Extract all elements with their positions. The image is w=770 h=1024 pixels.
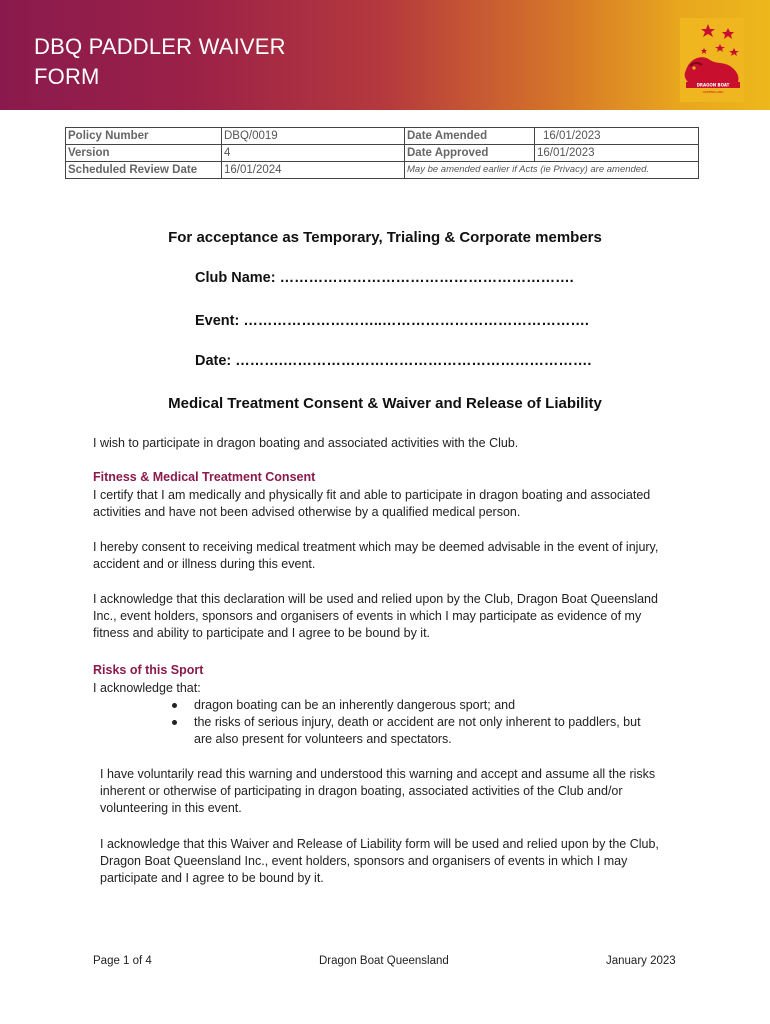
intro-text: I wish to participate in dragon boating and associated activities with the Club.	[93, 436, 519, 450]
list-item	[172, 697, 642, 714]
fitness-text: I certify that I am medically and physically fit and able to participate in dragon boating and associated activities and have not been advised otherwise by a qualified medical person.	[93, 488, 651, 519]
risk-item-text: dragon boating can be an inherently dangerous sport; and	[194, 698, 516, 712]
review-date-value: 16/01/2024	[222, 162, 405, 179]
voluntary-text: I have voluntarily read this warning and understood this warning and accept and assume all the risks inherent or otherwise of participating in dragon boating, associated activities of the Club and/or volunteering in this event.	[100, 767, 656, 815]
risk-item-text: the risks of serious injury, death or accident are not only inherent to paddlers, but are also present for volunteers and spectators.	[194, 715, 641, 746]
logo-text: DRAGON BOAT	[696, 82, 730, 88]
policy-number-value: DBQ/0019	[222, 128, 405, 145]
table-row	[66, 145, 699, 162]
date-approved-value: 16/01/2023	[535, 145, 699, 162]
waiver-text: I acknowledge that this Waiver and Release of Liability form will be used and relied upon by the Club, Dragon Boat Queensland Inc., event holders, sponsors and organisers of events in which I may participate and I agree to be bound by it.	[100, 837, 659, 885]
version-value: 4	[222, 145, 405, 162]
bullet-icon	[172, 720, 177, 725]
logo-subtext: QUEENSLAND	[702, 90, 724, 94]
date-field: Date: ……….……………………………………………………….	[195, 353, 592, 369]
acceptance-heading: For acceptance as Temporary, Trialing & Corporate members	[168, 229, 602, 246]
declaration-text: I acknowledge that this declaration will be used and relied upon by the Club, Dragon Boat Queensland Inc., event holders, sponsors and organisers of events in which I may participate as evidence of my fitness and ability to participate and I agree to be bound by it.	[93, 592, 658, 640]
bullet-icon	[172, 703, 177, 708]
risks-heading: Risks of this Sport	[93, 663, 204, 677]
list-item	[172, 714, 642, 748]
table-row	[66, 128, 699, 145]
table-row	[66, 162, 699, 179]
review-date-label: Scheduled Review Date	[66, 162, 222, 179]
club-name-field: Club Name: …………………………………………………….	[195, 270, 574, 286]
form-title-line2: FORM	[34, 64, 100, 89]
footer-org: Dragon Boat Queensland	[319, 955, 449, 967]
header-banner	[0, 0, 770, 110]
consent-heading: Medical Treatment Consent & Waiver and Release of Liability	[168, 395, 602, 412]
policy-number-label: Policy Number	[66, 128, 222, 145]
policy-table	[65, 127, 699, 179]
version-label: Version	[66, 145, 222, 162]
risks-intro: I acknowledge that:	[93, 681, 201, 695]
footer-date: January 2023	[606, 955, 676, 967]
date-approved-label: Date Approved	[405, 145, 535, 162]
footer-page: Page 1 of 4	[93, 955, 152, 967]
form-title	[34, 32, 434, 92]
treatment-text: I hereby consent to receiving medical treatment which may be deemed advisable in the event of injury, accident and or illness during this event.	[93, 540, 659, 571]
date-amended-value: 16/01/2023	[535, 128, 699, 145]
fitness-heading: Fitness & Medical Treatment Consent	[93, 470, 316, 484]
date-amended-label: Date Amended	[405, 128, 535, 145]
amendment-note: May be amended earlier if Acts (ie Privacy) are amended.	[405, 162, 699, 179]
event-field: Event: ………………………..…………………………………….	[195, 313, 589, 329]
form-title-line1: DBQ PADDLER WAIVER	[34, 34, 286, 59]
risks-list	[172, 697, 642, 748]
dragon-boat-logo	[680, 18, 744, 102]
